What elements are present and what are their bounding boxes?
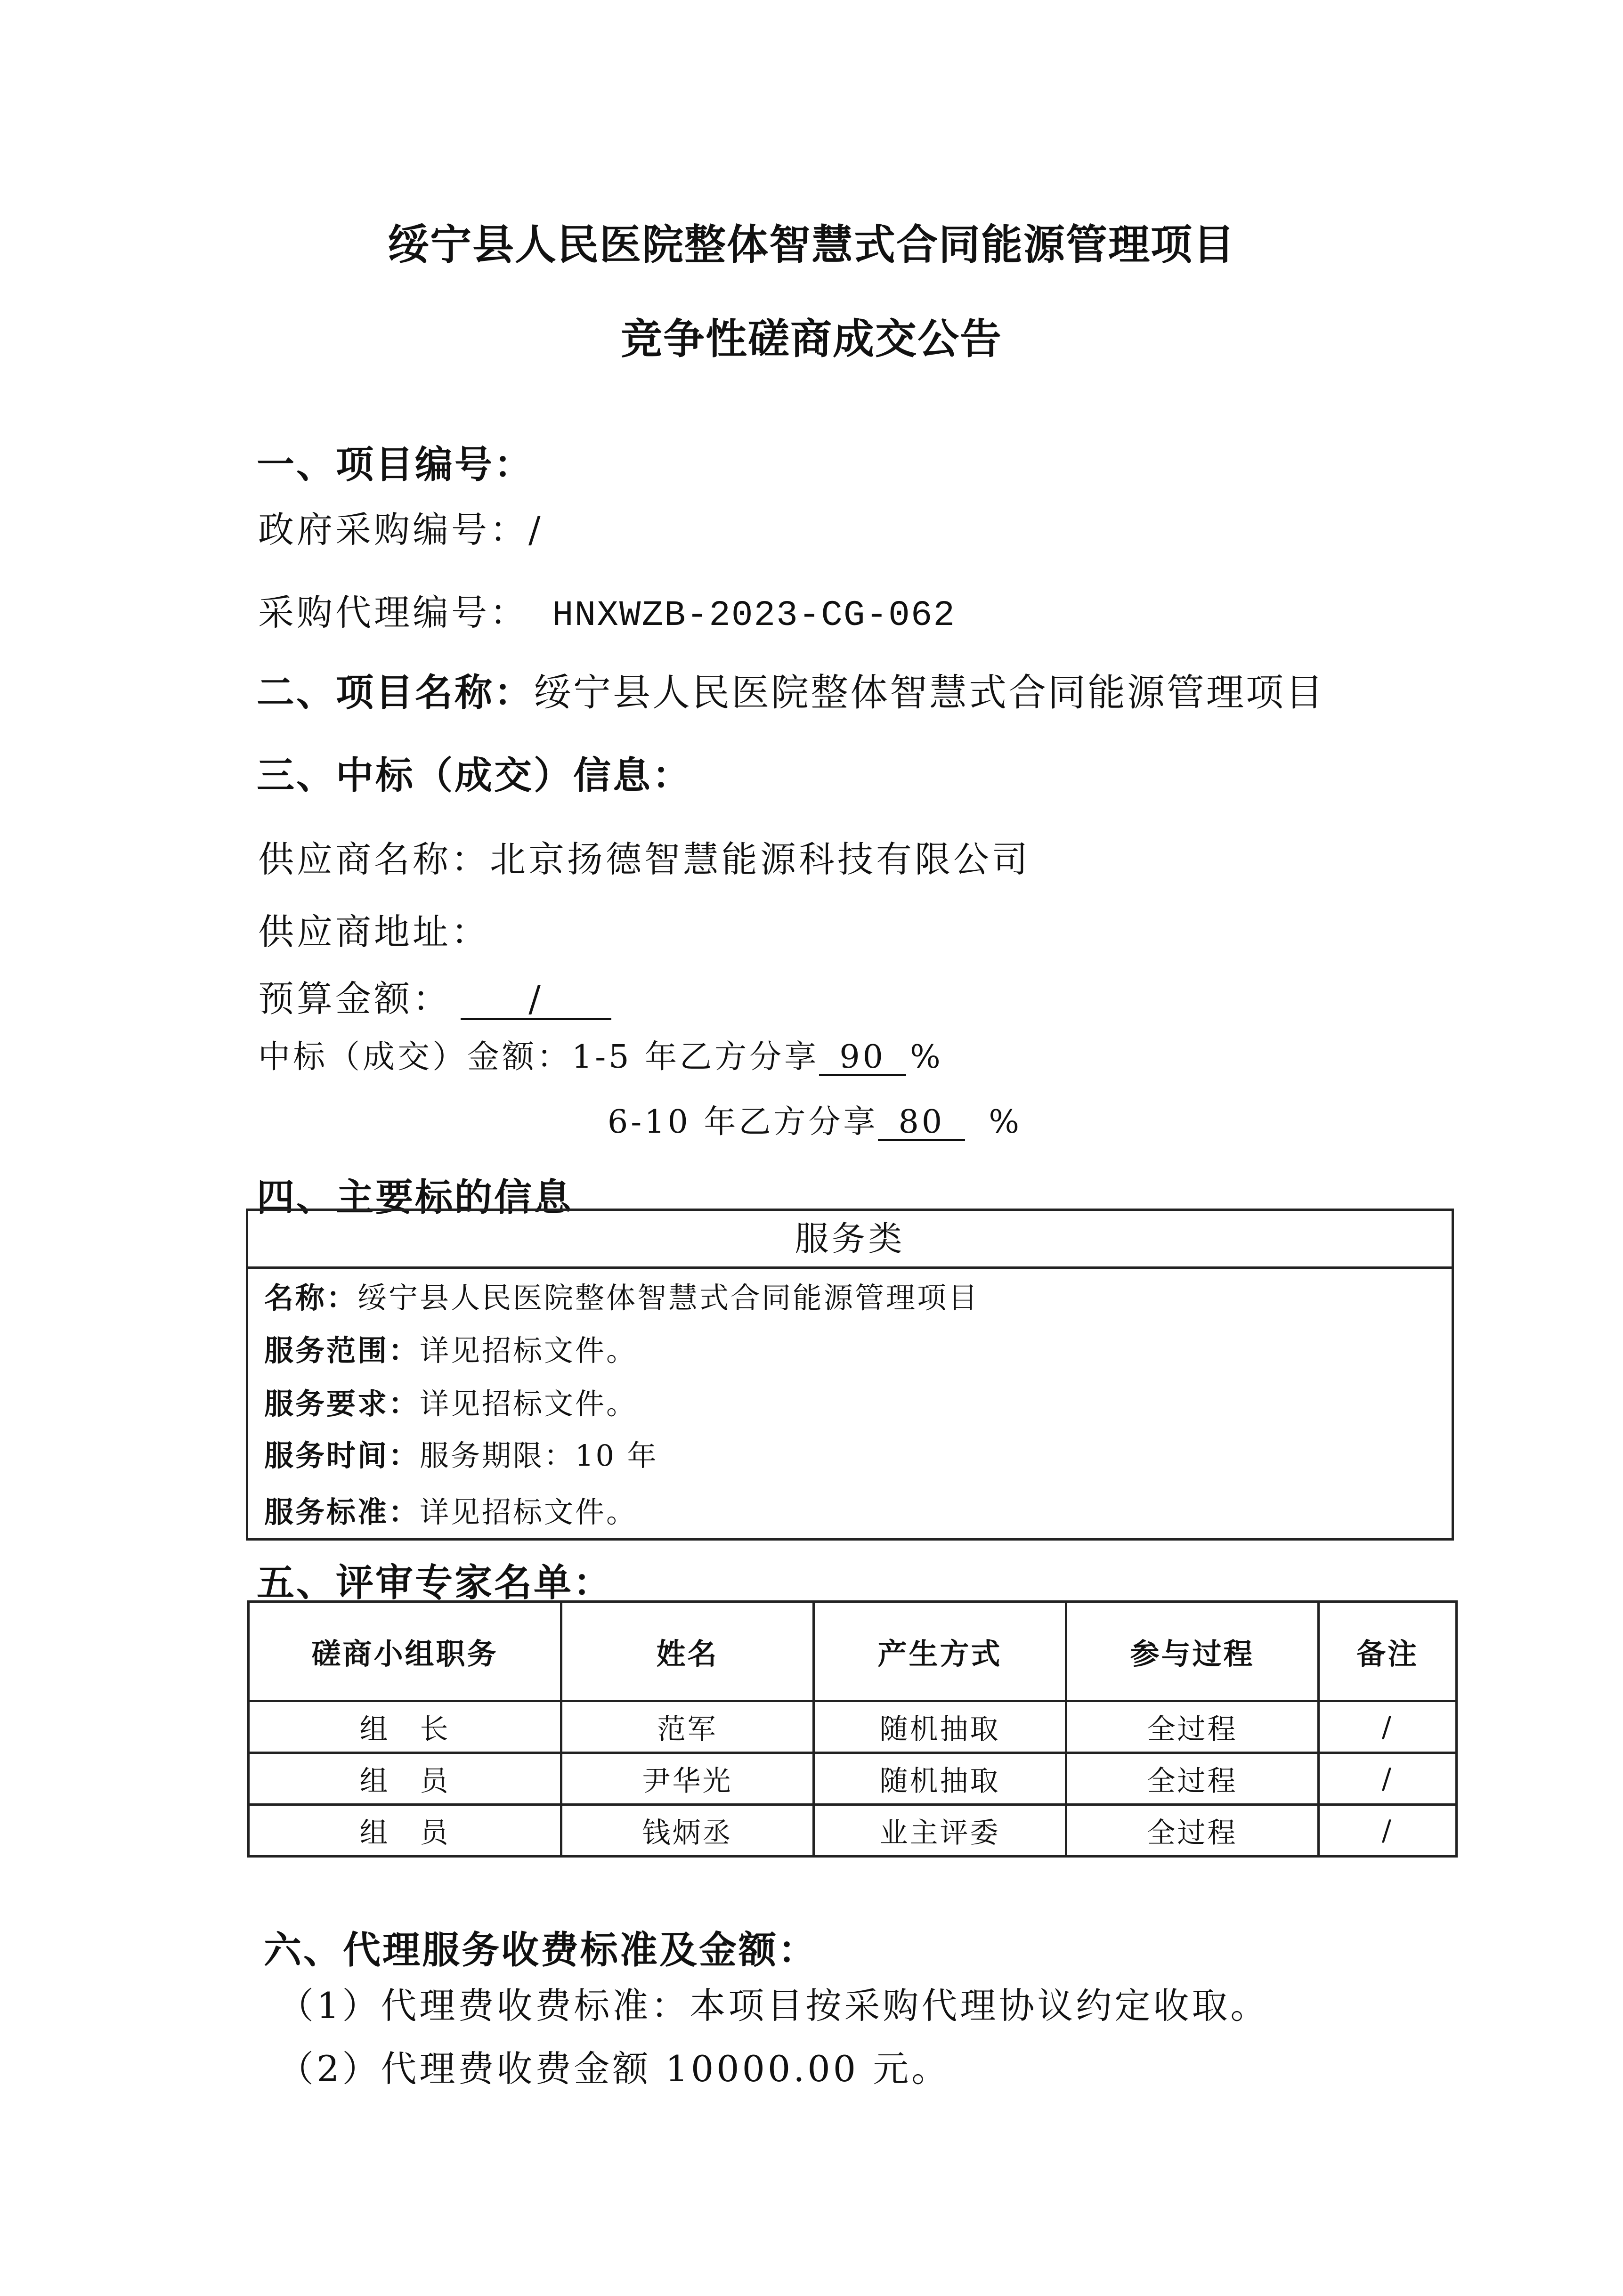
supplier-name [258,831,1031,882]
box-row-standard [264,1489,637,1531]
gov-procurement-number [258,501,544,552]
table-row [249,1701,1457,1753]
budget-label: 预算金额： [258,978,451,1020]
agency-number [258,584,956,636]
budget-value: / [461,980,611,1020]
expert-table [247,1600,1458,1858]
section1-heading: 一、项目编号： [257,443,534,487]
box-row-label: 服务时间： [264,1438,420,1473]
table-cell: / [1319,1753,1457,1805]
agency-number-value: HNXWZB-2023-CG-062 [552,595,956,636]
table-cell: 全过程 [1066,1701,1319,1753]
box-row-label: 名称： [264,1281,358,1315]
supplier-name-value: 北京扬德智慧能源科技有限公司 [490,838,1031,880]
table-cell: 全过程 [1066,1805,1319,1857]
table-cell: 组 员 [249,1753,561,1805]
document-title-line1: 绥宁县人民医院整体智慧式合同能源管理项目 [387,220,1235,269]
box-row-label: 服务要求： [264,1387,420,1421]
column-header: 备注 [1319,1602,1457,1701]
box-row-value: 详见招标文件。 [420,1495,638,1529]
section3-heading: 三、中标（成交）信息： [257,754,692,797]
supplier-address-label: 供应商地址： [258,911,490,953]
section5-heading: 五、评审专家名单： [257,1561,613,1605]
table-row [249,1753,1457,1805]
project-name: 绥宁县人民医院整体智慧式合同能源管理项目 [534,671,1325,714]
main-subject-box [246,1209,1454,1541]
column-header: 磋商小组职务 [249,1602,561,1701]
share2-unit: % [989,1103,1022,1141]
table-cell: 全过程 [1066,1753,1319,1805]
fee-amount: （2）代理费收费金额 10000.00 元。 [278,2048,950,2090]
gov-procurement-label: 政府采购编号： [258,509,528,551]
table-cell: 业主评委 [814,1805,1066,1857]
gov-procurement-value: / [528,509,544,551]
table-cell: / [1319,1701,1457,1753]
supplier-name-label: 供应商名称： [258,838,490,880]
box-row-label: 服务范围： [264,1333,420,1368]
share1-value: 90 [819,1040,906,1076]
box-row-value: 详见招标文件。 [420,1333,638,1368]
supplier-address [258,903,490,955]
box-row-value: 绥宁县人民医院整体智慧式合同能源管理项目 [357,1281,980,1315]
section2 [257,662,1325,716]
award-amount-line1 [258,1031,943,1077]
table-cell: 随机抽取 [814,1701,1066,1753]
section2-heading: 二、项目名称： [257,671,534,714]
section6-heading: 六、代理服务收费标准及金额： [264,1928,818,1972]
box-row-label: 服务标准： [264,1495,420,1529]
table-header-row [249,1602,1457,1701]
share1-unit: % [910,1038,943,1076]
box-title: 服务类 [248,1211,1452,1269]
table-cell: / [1319,1805,1457,1857]
share2-prefix: 6-10 年乙方分享 [608,1103,878,1141]
column-header: 产生方式 [814,1602,1066,1701]
table-cell: 组 长 [249,1701,561,1753]
box-row-value: 详见招标文件。 [420,1387,638,1421]
section4-heading: 四、主要标的信息 [257,1176,573,1219]
table-cell: 范军 [561,1701,814,1753]
agency-number-label: 采购代理编号： [258,592,528,633]
share1-prefix: 1-5 年乙方分享 [572,1038,820,1076]
budget-amount [258,970,611,1022]
award-amount-line2 [608,1096,1022,1142]
table-cell: 钱炳丞 [561,1805,814,1857]
table-cell: 随机抽取 [814,1753,1066,1805]
share2-value: 80 [878,1105,965,1141]
table-cell: 尹华光 [561,1753,814,1805]
box-row-name [264,1274,979,1316]
box-row-requirements [264,1380,637,1422]
box-row-value: 服务期限：10 年 [420,1438,658,1473]
box-row-scope [264,1327,637,1369]
fee-standard: （1）代理费收费标准：本项目按采购代理协议约定收取。 [278,1985,1269,2027]
document-title-line2: 竞争性磋商成交公告 [620,315,1002,363]
column-header: 参与过程 [1066,1602,1319,1701]
table-cell: 组 员 [249,1805,561,1857]
table-row [249,1805,1457,1857]
column-header: 姓名 [561,1602,814,1701]
box-row-time [264,1432,658,1474]
award-amount-label: 中标（成交）金额： [258,1038,572,1076]
